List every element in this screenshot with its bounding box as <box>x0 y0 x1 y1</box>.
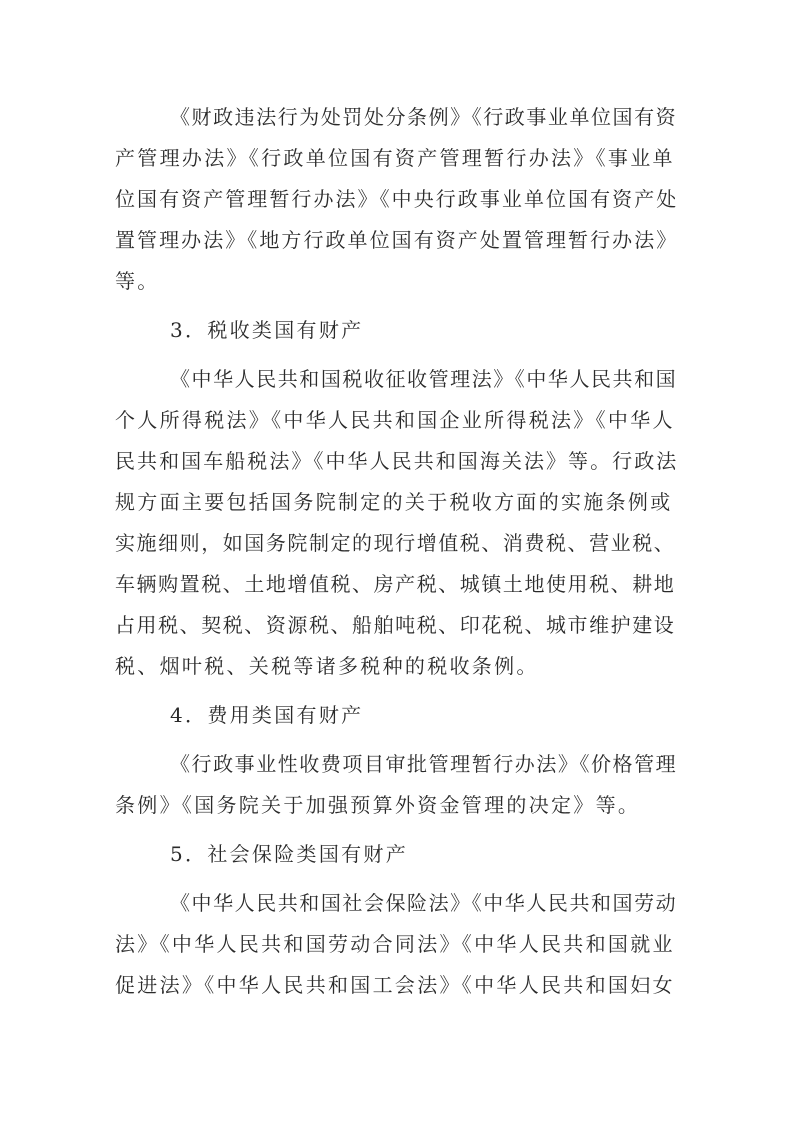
text-line: 实施细则，如国务院制定的现行增值税、消费税、营业税、 <box>115 531 676 555</box>
text-line: 个人所得税法》《中华人民共和国企业所得税法》《中华人 <box>115 408 675 432</box>
text-line: 产管理办法》《行政单位国有资产管理暂行办法》《事业单 <box>115 146 675 170</box>
text-line: 车辆购置税、土地增值税、房产税、城镇土地使用税、耕地 <box>115 572 676 596</box>
heading-fee-state-property: 4．费用类国有财产 <box>170 703 364 727</box>
text-line: 《财政违法行为处罚处分条例》《行政事业单位国有资 <box>170 105 678 129</box>
heading-social-insurance-state-property: 5．社会保险类国有财产 <box>170 842 409 866</box>
text-line: 税、烟叶税、关税等诸多税种的税收条例。 <box>115 654 539 678</box>
text-line: 《中华人民共和国社会保险法》《中华人民共和国劳动 <box>170 891 678 915</box>
text-line: 位国有资产管理暂行办法》《中央行政事业单位国有资产处 <box>115 187 679 211</box>
text-line: 占用税、契税、资源税、船舶吨税、印花税、城市维护建设 <box>115 613 676 637</box>
heading-tax-state-property: 3．税收类国有财产 <box>170 318 364 342</box>
text-line: 置管理办法》《地方行政单位国有资产处置管理暂行办法》 <box>115 228 679 252</box>
text-line: 等。 <box>115 269 160 293</box>
text-line: 《行政事业性收费项目审批管理暂行办法》《价格管理 <box>170 752 678 776</box>
text-line: 条例》《国务院关于加强预算外资金管理的决定》等。 <box>115 793 641 817</box>
text-line: 民共和国车船税法》《中华人民共和国海关法》等。行政法 <box>115 449 679 473</box>
text-line: 法》《中华人民共和国劳动合同法》《中华人民共和国就业 <box>115 932 675 956</box>
text-line: 规方面主要包括国务院制定的关于税收方面的实施条例或 <box>115 490 673 514</box>
text-line: 《中华人民共和国税收征收管理法》《中华人民共和国 <box>170 367 678 391</box>
text-line: 促进法》《中华人民共和国工会法》《中华人民共和国妇女 <box>115 973 675 997</box>
